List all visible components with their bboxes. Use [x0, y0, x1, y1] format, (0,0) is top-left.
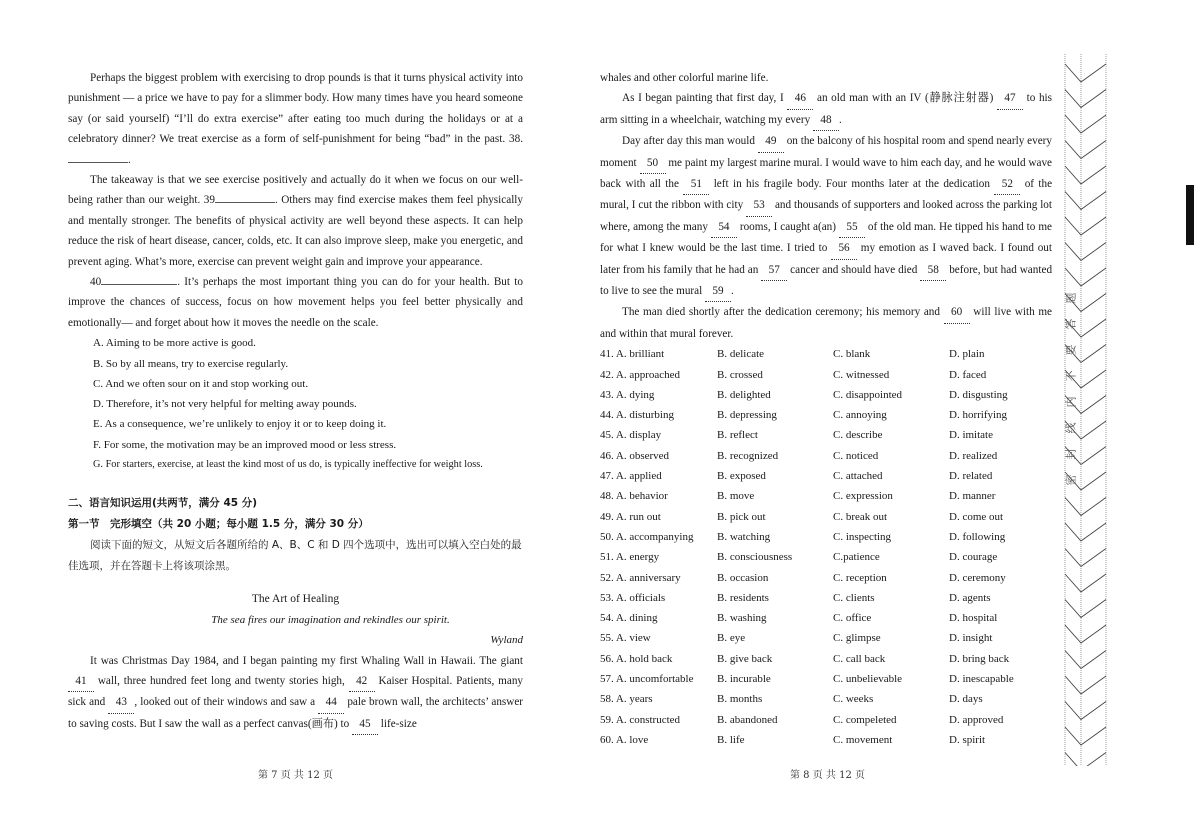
- option-d: D. bring back: [949, 652, 1010, 665]
- option-b: B. washing: [717, 612, 767, 625]
- option-b: B. residents: [717, 591, 769, 604]
- option-b: B. occasion: [717, 571, 769, 584]
- chevron: [1065, 523, 1106, 541]
- story-text: pale brown wall, the architects’ answer to saving costs. But I saw the wall as a perfect canvas(画布) to: [68, 696, 524, 730]
- option-a: 54. A. dining: [600, 612, 658, 625]
- scan-edge-mark: [1186, 185, 1194, 245]
- question-row: [600, 710, 1052, 730]
- option-b: B. crossed: [717, 368, 763, 381]
- option-c: C. movement: [833, 733, 893, 746]
- paragraph-text: Perhaps the biggest problem with exercising to drop pounds is that it turns physical activity into punishment — a price we have to pay for a slimmer body. How many times have you heard someone say (or said yourself) “I’ll do extra exercise” after eating too much during the holidays or at a celebratory dinner? We treat exercise as a form of self-punishment for being “bad” in the past. 38.: [68, 72, 523, 146]
- question-row: [600, 385, 1052, 405]
- option-a: 49. A. run out: [600, 510, 661, 523]
- seal-char: 内: [1064, 396, 1077, 408]
- blank-46: 46: [787, 88, 813, 109]
- option-c: C. witnessed: [833, 368, 890, 381]
- chevron: [1065, 115, 1106, 133]
- blank-52: 52: [994, 174, 1020, 195]
- option-b: B. consciousness: [717, 551, 793, 564]
- blank-45: 45: [352, 714, 378, 735]
- option-b: B. depressing: [717, 409, 777, 422]
- story-title: The Art of Healing: [251, 593, 340, 606]
- option-a: 60. A. love: [600, 733, 649, 746]
- option-b: B. reflect: [717, 429, 758, 442]
- option-b: B. life: [717, 733, 745, 746]
- page-footer-right: 第 8 页 共 12 页: [790, 770, 865, 781]
- chevron: [1065, 676, 1106, 694]
- option-d: D. hospital: [949, 612, 998, 625]
- chevron: [1065, 192, 1106, 210]
- seal-char: 要: [1064, 344, 1077, 356]
- blank-60: 60: [944, 302, 970, 323]
- answer-blank-40: [101, 274, 177, 285]
- option-c: C. noticed: [833, 449, 879, 462]
- option-a: 46. A. observed: [600, 449, 670, 462]
- option-b: B. exposed: [717, 470, 766, 483]
- option-c: C. office: [833, 612, 872, 625]
- question-row: [600, 405, 1052, 425]
- story-paragraph-3: [600, 131, 1052, 302]
- story-text: wall, three hundred feet long and twenty stories high,: [97, 674, 345, 687]
- question-row: [600, 669, 1052, 689]
- story-text: of the mural, I cut the ribbon with city: [600, 178, 1053, 212]
- story-text: rooms, I caught a(an): [739, 220, 836, 233]
- seal-char: 不: [1064, 370, 1077, 382]
- option-c: C. clients: [833, 591, 875, 604]
- sentence-option-d: D. Therefore, it’s not very helpful for melting away pounds.: [93, 398, 357, 411]
- option-b: B. pick out: [717, 510, 766, 523]
- option-c: C. weeks: [833, 693, 874, 706]
- story-text: me paint my largest marine mural. I would wave to him each day, and he would wave back with all the: [600, 156, 1053, 191]
- story-author: Wyland: [490, 634, 523, 647]
- sentence-option-f: F. For some, the motivation may be an improved mood or less stress.: [93, 438, 397, 451]
- chevron: [1065, 625, 1106, 643]
- chevron: [1065, 651, 1106, 669]
- option-c: C. compeleted: [833, 713, 897, 726]
- option-d: D. following: [949, 530, 1006, 543]
- story-text: my emotion as I waved back. I found out later from his family that he had an: [600, 242, 1053, 276]
- story-text: will live with me and within that mural forever.: [600, 306, 1052, 340]
- option-b: B. abandoned: [717, 713, 778, 726]
- option-c: C. unbelievable: [833, 673, 903, 686]
- story-text: The man died shortly after the dedication ceremony; his memory and: [622, 306, 940, 319]
- option-a: 44. A. disturbing: [600, 409, 674, 422]
- seal-char: 答: [1064, 318, 1077, 330]
- option-d: D. approved: [949, 713, 1004, 726]
- option-a: 41. A. brilliant: [600, 348, 665, 361]
- chevron: [1065, 141, 1106, 159]
- seal-char: 密: [1064, 474, 1077, 486]
- option-c: C. break out: [833, 510, 888, 523]
- option-a: 42. A. approached: [600, 368, 681, 381]
- option-a: 59. A. constructed: [600, 713, 681, 726]
- question-row: [600, 568, 1052, 588]
- question-row: [600, 344, 1052, 364]
- question-row: [600, 649, 1052, 669]
- chevron: [1065, 574, 1106, 592]
- blank-54: 54: [711, 217, 737, 238]
- answer-blank-38: [68, 152, 128, 163]
- story-text: .: [731, 285, 734, 298]
- option-a: 45. A. display: [600, 429, 662, 442]
- option-b: B. give back: [717, 652, 773, 665]
- chevron: [1065, 498, 1106, 516]
- option-b: B. incurable: [717, 673, 771, 686]
- instructions: [68, 535, 523, 577]
- option-c: C. glimpse: [833, 632, 881, 645]
- option-d: D. faced: [949, 368, 987, 381]
- question-row: [600, 689, 1052, 709]
- chevron: [1065, 753, 1106, 767]
- option-d: D. spirit: [949, 733, 986, 746]
- story-text: As I began painting that first day, I: [622, 92, 784, 105]
- story-text: left in his fragile body. Four months later at the dedication: [713, 178, 990, 191]
- sentence-option-a: A. Aiming to be more active is good.: [93, 337, 256, 350]
- page-footer-left: 第 7 页 共 12 页: [258, 770, 333, 781]
- question-row: [600, 466, 1052, 486]
- story-text: , looked out of their windows and saw a: [134, 696, 316, 709]
- passage-paragraph-3: [68, 272, 523, 333]
- blank-57: 57: [761, 260, 787, 281]
- chevron: [1065, 64, 1106, 82]
- chevron: [1065, 268, 1106, 286]
- option-c: C. call back: [833, 652, 886, 665]
- blank-49: 49: [758, 131, 784, 152]
- story-text: of the old man. He tipped his hand to me for what I knew would be the last time. I tried to: [600, 220, 1052, 255]
- option-b: B. watching: [717, 530, 771, 543]
- option-d: D. manner: [949, 490, 996, 503]
- story-paragraph-2: [600, 88, 1052, 131]
- story-text: an old man with an IV (静脉注射器): [816, 92, 994, 105]
- story-text: to his arm sitting in a wheelchair, watching my every: [600, 92, 1053, 126]
- option-c: C. annoying: [833, 409, 887, 422]
- sentence-option-g: G. For starters, exercise, at least the kind most of us do, is typically ineffective for weight loss.: [93, 459, 483, 471]
- option-d: D. realized: [949, 449, 998, 462]
- paragraph-text: . Others may find exercise makes them feel physically and mentally stronger. The benefits of physical activity are well beyond these aspects. It can help reduce the risk of heart disease, cancer, colds, etc. It can also improve sleep, make you energetic, and prevent aging. What’s more, exercise can prevent weight gain and improve your appearance.: [68, 194, 524, 268]
- question-list: [600, 344, 1052, 750]
- story-text: before, but had wanted to live to see the mural: [600, 263, 1053, 298]
- paragraph-text: The takeaway is that we see exercise positively and actually do it when we focus on our well-being rather than our weight. 39: [68, 174, 523, 207]
- option-a: 48. A. behavior: [600, 490, 668, 503]
- subsection-heading: 第一节 完形填空（共 20 小题；每小题 1.5 分，满分 30 分）: [68, 518, 369, 531]
- option-c: C. disappointed: [833, 388, 903, 401]
- question-row: [600, 608, 1052, 628]
- option-d: D. ceremony: [949, 571, 1006, 584]
- question-row: [600, 628, 1052, 648]
- option-a: 50. A. accompanying: [600, 530, 694, 543]
- sentence-option-b: B. So by all means, try to exercise regularly.: [93, 357, 289, 370]
- page-8: [600, 68, 1052, 750]
- story-subtitle: The sea fires our imagination and rekindles our spirit.: [211, 613, 450, 626]
- option-b: B. recognized: [717, 449, 779, 462]
- seal-line-notice: [1060, 285, 1082, 493]
- question-row: [600, 446, 1052, 466]
- chevron: [1065, 727, 1106, 745]
- option-d: D. related: [949, 470, 993, 483]
- chevron: [1065, 90, 1106, 108]
- instructions-text: 阅读下面的短文，从短文后各题所给的 A、B、C 和 D 四个选项中，选出可以填入空白处的最佳选项，并在答题卡上将该项涂黑。: [68, 539, 522, 573]
- option-c: C. attached: [833, 470, 883, 483]
- story-continuation: whales and other colorful marine life.: [600, 72, 769, 84]
- option-a: 55. A. view: [600, 632, 651, 645]
- question-row: [600, 365, 1052, 385]
- sentence-options: [68, 333, 523, 475]
- paragraph-text: 40: [90, 276, 102, 289]
- option-d: D. agents: [949, 591, 991, 604]
- blank-47: 47: [997, 88, 1023, 109]
- story-text: Day after day this man would: [622, 135, 755, 148]
- option-b: B. eye: [717, 632, 746, 645]
- option-d: D. plain: [949, 348, 985, 361]
- section-heading: 二、语言知识运用(共两节，满分 45 分): [68, 497, 258, 510]
- option-a: 52. A. anniversary: [600, 571, 681, 584]
- blank-51: 51: [683, 174, 709, 195]
- chevron: [1065, 600, 1106, 618]
- option-a: 58. A. years: [600, 693, 653, 706]
- passage-paragraph-1: [68, 68, 523, 170]
- blank-48: 48: [813, 110, 839, 131]
- option-d: D. imitate: [949, 429, 993, 442]
- option-b: B. move: [717, 490, 755, 503]
- sentence-option-e: E. As a consequence, we’re unlikely to enjoy it or to keep doing it.: [93, 418, 387, 431]
- seal-char: 线: [1064, 422, 1077, 434]
- blank-59: 59: [705, 281, 731, 302]
- passage-paragraph-2: [68, 170, 523, 272]
- seal-char: 封: [1064, 448, 1077, 460]
- blank-41: 41: [68, 671, 94, 692]
- story-text: It was Christmas Day 1984, and I began painting my first Whaling Wall in Hawaii. The giant: [90, 654, 523, 667]
- blank-44: 44: [318, 692, 344, 713]
- option-d: D. horrifying: [949, 409, 1008, 422]
- question-row: [600, 527, 1052, 547]
- option-b: B. delicate: [717, 348, 765, 361]
- chevron: [1065, 217, 1106, 235]
- sentence-option-c: C. And we often sour on it and stop working out.: [93, 377, 309, 390]
- chevron: [1065, 549, 1106, 567]
- option-c: C. describe: [833, 429, 883, 442]
- option-c: C. reception: [833, 571, 887, 584]
- option-d: D. insight: [949, 632, 993, 645]
- page-7: [68, 68, 523, 735]
- option-c: C. expression: [833, 490, 893, 503]
- story-paragraph-1: [68, 651, 523, 736]
- blank-56: 56: [831, 238, 857, 259]
- option-a: 43. A. dying: [600, 388, 655, 401]
- paragraph-text: . It’s perhaps the most important thing you can do for your health. But to improve the chances of success, focus on how movement helps you feel better physically and emotionally— and forget about how it moves the needle on the scale.: [68, 276, 523, 329]
- question-row: [600, 507, 1052, 527]
- option-c: C.patience: [833, 551, 880, 564]
- story-text: and thousands of supporters and looked across the parking lot where, among the many: [600, 199, 1053, 233]
- question-row: [600, 588, 1052, 608]
- blank-43: 43: [108, 692, 134, 713]
- option-b: B. delighted: [717, 388, 771, 401]
- seal-char: 题: [1064, 292, 1077, 304]
- chevron: [1065, 243, 1106, 261]
- option-c: C. inspecting: [833, 530, 892, 543]
- blank-55: 55: [839, 217, 865, 238]
- option-a: 51. A. energy: [600, 551, 660, 564]
- chevron: [1065, 166, 1106, 184]
- story-text: on the balcony of his hospital room and spend nearly every moment: [600, 135, 1052, 169]
- option-a: 47. A. applied: [600, 470, 662, 483]
- blank-50: 50: [640, 153, 666, 174]
- option-b: B. months: [717, 693, 763, 706]
- option-d: D. disgusting: [949, 388, 1008, 401]
- option-d: D. inescapable: [949, 673, 1014, 686]
- option-c: C. blank: [833, 348, 871, 361]
- question-row: [600, 730, 1052, 750]
- option-a: 53. A. officials: [600, 591, 666, 604]
- option-d: D. come out: [949, 510, 1004, 523]
- story-text: life-size: [380, 717, 417, 730]
- paragraph-end: .: [128, 153, 131, 166]
- option-d: D. courage: [949, 551, 998, 564]
- story-text: cancer and should have died: [790, 263, 918, 276]
- answer-blank-39: [215, 192, 275, 203]
- question-row: [600, 486, 1052, 506]
- question-row: [600, 425, 1052, 445]
- option-a: 56. A. hold back: [600, 652, 673, 665]
- question-row: [600, 547, 1052, 567]
- story-text: Kaiser Hospital. Patients, many sick and: [68, 674, 524, 709]
- chevron: [1065, 702, 1106, 720]
- story-text: .: [838, 113, 842, 126]
- option-a: 57. A. uncomfortable: [600, 673, 694, 686]
- story-paragraph-4: [600, 302, 1052, 344]
- blank-42: 42: [349, 671, 375, 692]
- blank-58: 58: [920, 260, 946, 281]
- blank-53: 53: [746, 195, 772, 216]
- option-d: D. days: [949, 693, 983, 706]
